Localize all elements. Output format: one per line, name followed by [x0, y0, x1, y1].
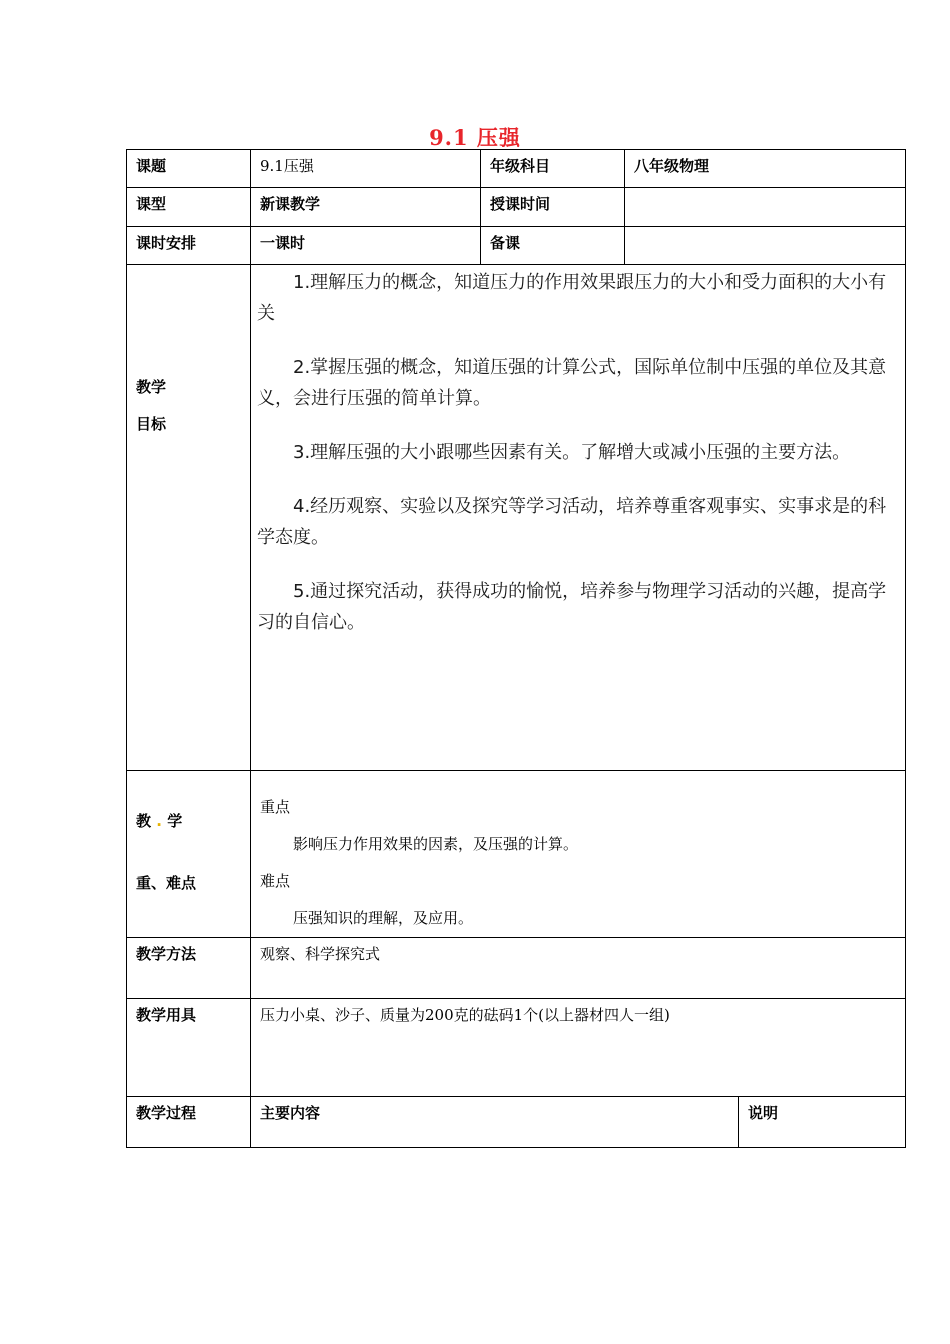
- topic-value: 9.1压强: [260, 157, 314, 175]
- grade-subject-value: 八年级物理: [634, 157, 710, 175]
- row-method: [127, 938, 906, 999]
- difficult-heading: 难点: [260, 872, 291, 890]
- preparation-value: [625, 227, 905, 233]
- row-objectives: [127, 265, 906, 771]
- grade-subject-label: 年级科目: [490, 157, 551, 175]
- row-tools: [127, 999, 906, 1097]
- key-difficult-content: [251, 771, 905, 937]
- row-key-difficult: [127, 771, 906, 938]
- key-difficult-label: 教 . 学 重、难点: [136, 812, 197, 892]
- objectives-label: 教学 目标: [136, 378, 167, 433]
- process-note-label: 说明: [748, 1104, 779, 1122]
- process-label: 教学过程: [136, 1104, 197, 1122]
- row-type: [127, 188, 906, 227]
- tools-value: 压力小桌、沙子、质量为200克的砝码1个(以上器材四人一组): [260, 1006, 670, 1024]
- method-value: 观察、科学探究式: [260, 945, 381, 963]
- method-label: 教学方法: [136, 945, 197, 963]
- process-main-label: 主要内容: [260, 1104, 321, 1122]
- objective-item: 5.通过探究活动，获得成功的愉悦，培养参与物理学习活动的兴趣，提高学习的自信心。: [257, 581, 887, 633]
- row-schedule: [127, 227, 906, 265]
- topic-label: 课题: [136, 157, 167, 175]
- difficult-text: 压强知识的理解，及应用。: [293, 909, 474, 927]
- preparation-label: 备课: [490, 234, 521, 252]
- type-label: 课型: [136, 195, 167, 213]
- objectives-list: [251, 265, 905, 638]
- row-topic: [127, 150, 906, 188]
- type-value: 新课教学: [260, 195, 321, 213]
- objective-item: 1.理解压力的概念，知道压力的作用效果跟压力的大小和受力面积的大小有关: [257, 272, 887, 324]
- schedule-label: 课时安排: [136, 234, 197, 252]
- teaching-time-value: [625, 188, 905, 194]
- tools-label: 教学用具: [136, 1006, 197, 1024]
- objective-item: 2.掌握压强的概念，知道压强的计算公式，国际单位制中压强的单位及其意义，会进行压强的简单计算。: [257, 357, 887, 409]
- key-heading: 重点: [260, 798, 291, 816]
- document-title: 9.1 压强: [429, 125, 521, 150]
- key-text: 影响压力作用效果的因素，及压强的计算。: [293, 835, 579, 853]
- row-process: [127, 1097, 906, 1148]
- lesson-plan-table: [126, 149, 906, 1148]
- teaching-time-label: 授课时间: [490, 195, 551, 213]
- schedule-value: 一课时: [260, 234, 306, 252]
- objective-item: 3.理解压强的大小跟哪些因素有关。了解增大或减小压强的主要方法。: [293, 442, 851, 463]
- objective-item: 4.经历观察、实验以及探究等学习活动，培养尊重客观事实、实事求是的科学态度。: [257, 496, 887, 548]
